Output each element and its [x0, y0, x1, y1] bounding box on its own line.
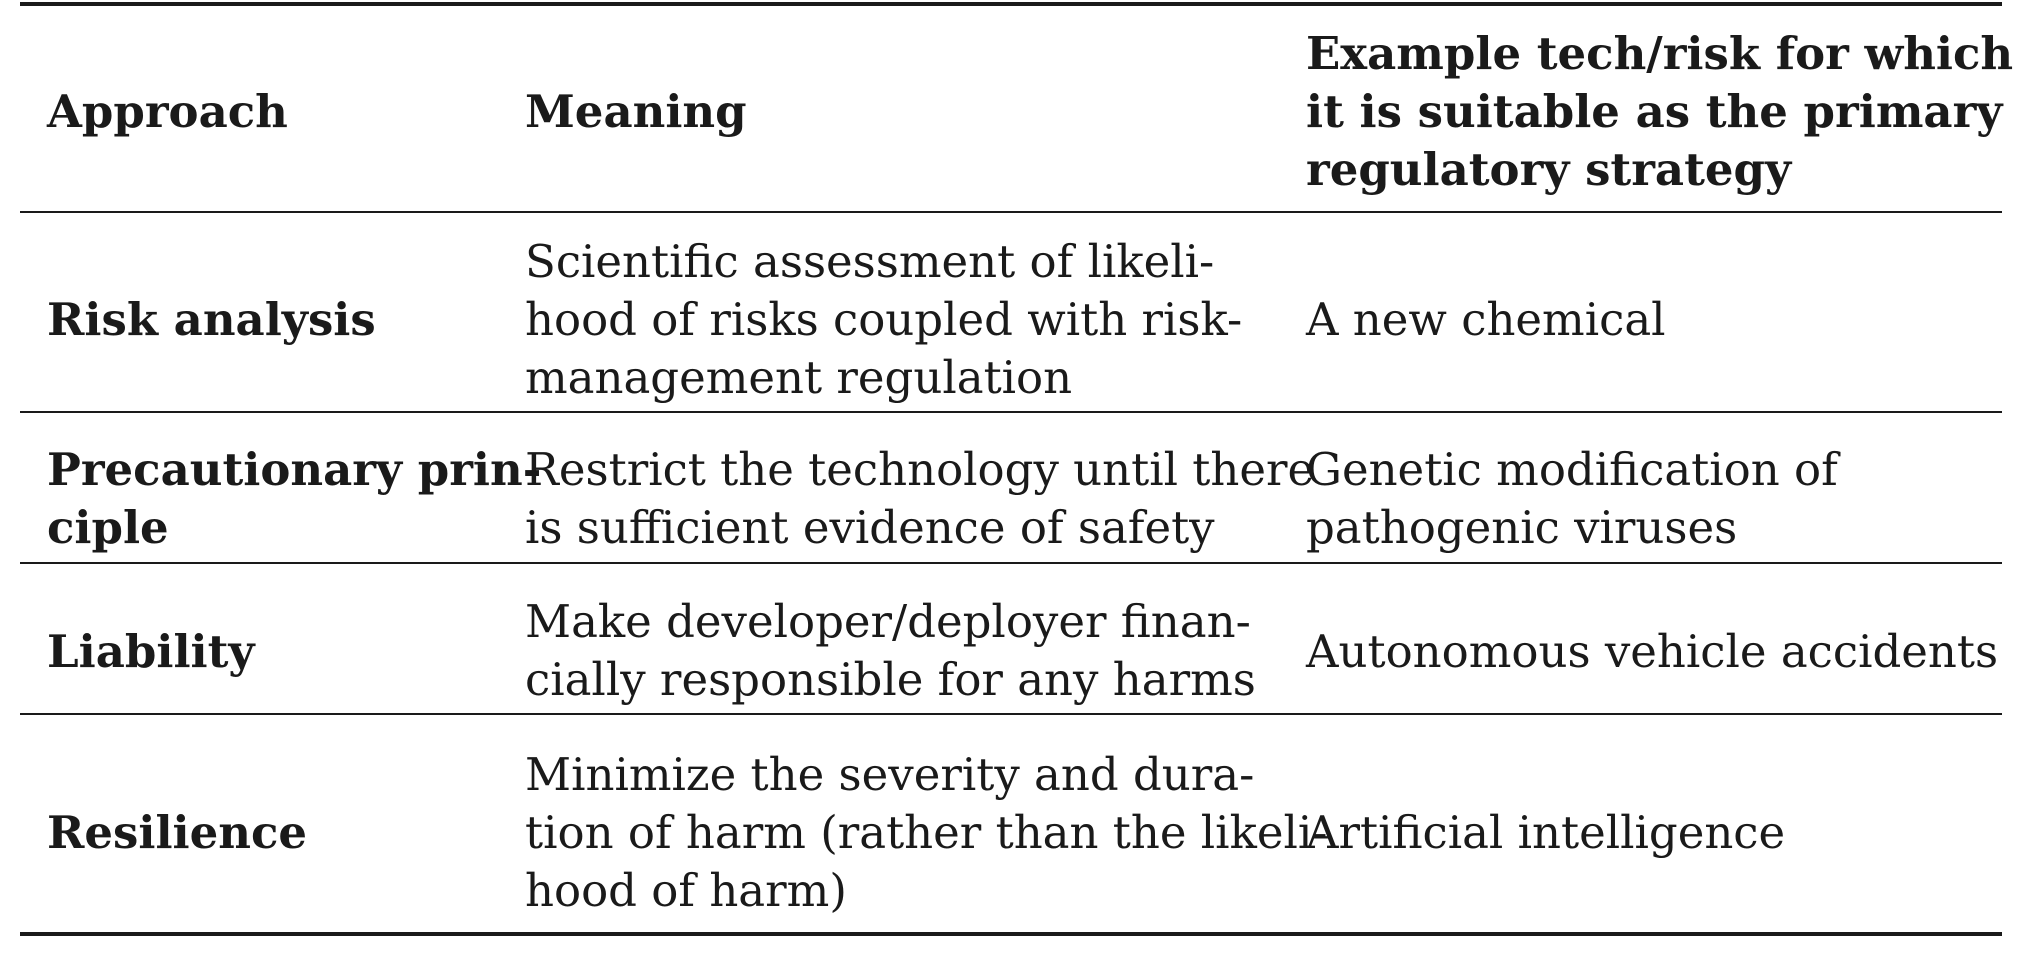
- row-divider: [20, 562, 2002, 564]
- example-cell: Artificial intelligence: [1306, 806, 1786, 859]
- approach-cell: Resilience: [47, 806, 308, 859]
- approach-cell: Risk analysis: [47, 293, 376, 346]
- approach-cell: Liability: [47, 625, 255, 678]
- header-meaning: Meaning: [525, 85, 747, 138]
- approach-cell: Precautionary prin- ciple: [47, 443, 542, 554]
- meaning-cell: Make developer/deployer finan- cially responsible for any harms: [525, 595, 1256, 706]
- bottom-rule: [20, 932, 2002, 936]
- meaning-cell: Restrict the technology until there is sufficient evidence of safety: [525, 443, 1315, 554]
- row-divider: [20, 411, 2002, 413]
- meaning-cell: Minimize the severity and dura- tion of harm (rather than the likeli- hood of harm): [525, 748, 1328, 917]
- header-approach: Approach: [47, 85, 288, 138]
- example-cell: Autonomous vehicle accidents: [1306, 625, 1999, 678]
- header-rule: [20, 211, 2002, 213]
- meaning-cell: Scientific assessment of likeli- hood of risks coupled with risk- management regulation: [525, 235, 1243, 404]
- header-example: Example tech/risk for which it is suitable as the primary regulatory strategy: [1306, 27, 2014, 196]
- top-rule: [20, 2, 2002, 6]
- row-divider: [20, 713, 2002, 715]
- example-cell: Genetic modification of pathogenic viruses: [1306, 443, 1838, 554]
- example-cell: A new chemical: [1306, 293, 1666, 346]
